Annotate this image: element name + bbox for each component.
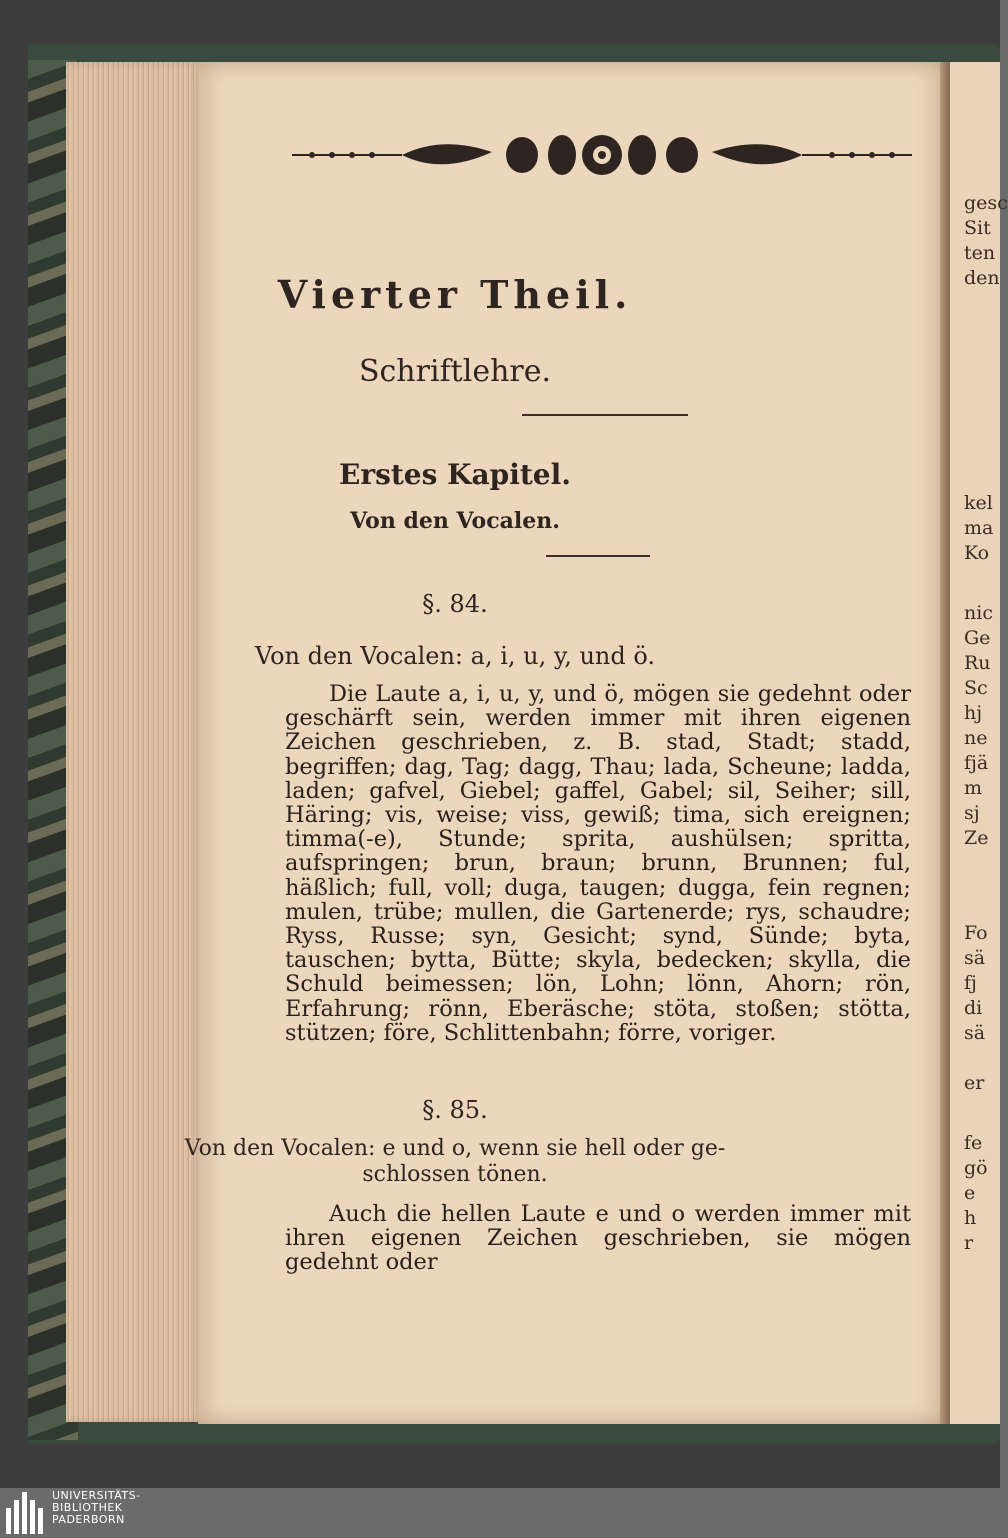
library-footer [0, 1488, 1000, 1538]
divider-rule [546, 555, 650, 557]
next-page [950, 62, 1008, 1424]
chapter-title: Erstes Kapitel. [339, 458, 571, 491]
paragraph: Auch die hellen Laute e und o werden immer mit ihren eigenen Zeichen geschrieben, sie mögen gedehnt oder [285, 1201, 911, 1276]
next-page-fragment: fj [964, 972, 977, 994]
next-page-fragment: er [964, 1072, 985, 1094]
section-number: §. 85. [422, 1096, 488, 1124]
library-name-line: PADERBORN [52, 1513, 125, 1526]
part-title: Vierter Theil. [277, 272, 633, 317]
next-page-fragment: kel [964, 492, 993, 514]
next-page-fragment: gö [964, 1157, 988, 1179]
next-page-fragment: m [964, 777, 983, 799]
next-page-fragment: Ko [964, 542, 990, 564]
next-page-fragment: h [964, 1207, 977, 1229]
next-page-fragment: fjä [964, 752, 989, 774]
section-heading: Von den Vocalen: a, i, u, y, und ö. [254, 642, 656, 670]
chapter-subtitle: Von den Vocalen. [350, 508, 560, 534]
next-page-fragment: Ge [964, 627, 991, 649]
next-page-fragment: ne [964, 727, 988, 749]
next-page-fragment: r [964, 1232, 974, 1254]
next-page-fragment: sä [964, 947, 986, 969]
next-page-fragment: ma [964, 517, 994, 539]
next-page-fragment: di [964, 997, 983, 1019]
library-name-line: BIBLIOTHEK [52, 1501, 123, 1514]
next-page-fragment: den [964, 267, 1000, 289]
paragraph: Die Laute a, i, u, y, und ö, mögen sie gedehnt oder geschärft sein, werden immer mit ihren eigenen Zeichen geschrieben, z. B. stad, Stadt; stadd, begriffen; dag, Tag; dagg, Thau; lada, Scheune; ladda, laden; gafvel, Giebel; gaffel, Gabel; sil, Seiher; sill, Häring; vis, weise; viss, gewiß; tima, sich ereignen; timma(-e), Stunde; sprita, aushülsen; spritta, aufspringen; brun, braun; brunn, Brunnen; ful, häßlich; full, voll; duga, taugen; dugga, fein regnen; mulen, trübe; mullen, die Gartenerde; rys, schaudre; Ryss, Russe; syn, Gesicht; synd, Sünde; byta, tauschen; bytta, Bütte; skyla, bedecken; skylla, die Schuld beimessen; lön, Lohn; lönn, Ahorn; rön, Erfahrung; rönn, Eberäsche; stöta, stoßen; stötta, stützen; före, Schlittenbahn; förre, voriger. [285, 681, 911, 1046]
next-page-fragment: sä [964, 1022, 986, 1044]
next-page-fragment: hj [964, 702, 983, 724]
ornament-divider-icon [292, 130, 912, 180]
next-page-fragment: ten [964, 242, 996, 264]
next-page-fragment: Sit [964, 217, 991, 239]
next-page-fragment: fe [964, 1132, 983, 1154]
next-page-fragment: e [964, 1182, 976, 1204]
next-page-fragment: Ze [964, 827, 989, 849]
library-name [52, 1490, 141, 1526]
next-page-fragment: Fo [964, 922, 988, 944]
library-logo-icon [6, 1492, 46, 1534]
section-heading-line: Von den Vocalen: e und o, wenn sie hell oder ge- [184, 1136, 726, 1161]
next-page-fragment: Ru [964, 652, 991, 674]
section-body [285, 1202, 911, 1275]
page-edges [66, 62, 206, 1422]
part-subtitle: Schriftlehre. [358, 354, 552, 389]
library-name-line: UNIVERSITÄTS- [52, 1489, 141, 1502]
section-body [285, 682, 911, 1045]
section-heading [0, 1136, 955, 1188]
next-page-fragment: sj [964, 802, 980, 824]
next-page-fragment: nic [964, 602, 993, 624]
section-number: §. 84. [422, 590, 488, 618]
next-page-fragment: Sc [964, 677, 988, 699]
next-page-fragment: gesc [964, 192, 1008, 214]
section-heading-line: schlossen tönen. [362, 1162, 548, 1187]
divider-rule [522, 414, 688, 416]
